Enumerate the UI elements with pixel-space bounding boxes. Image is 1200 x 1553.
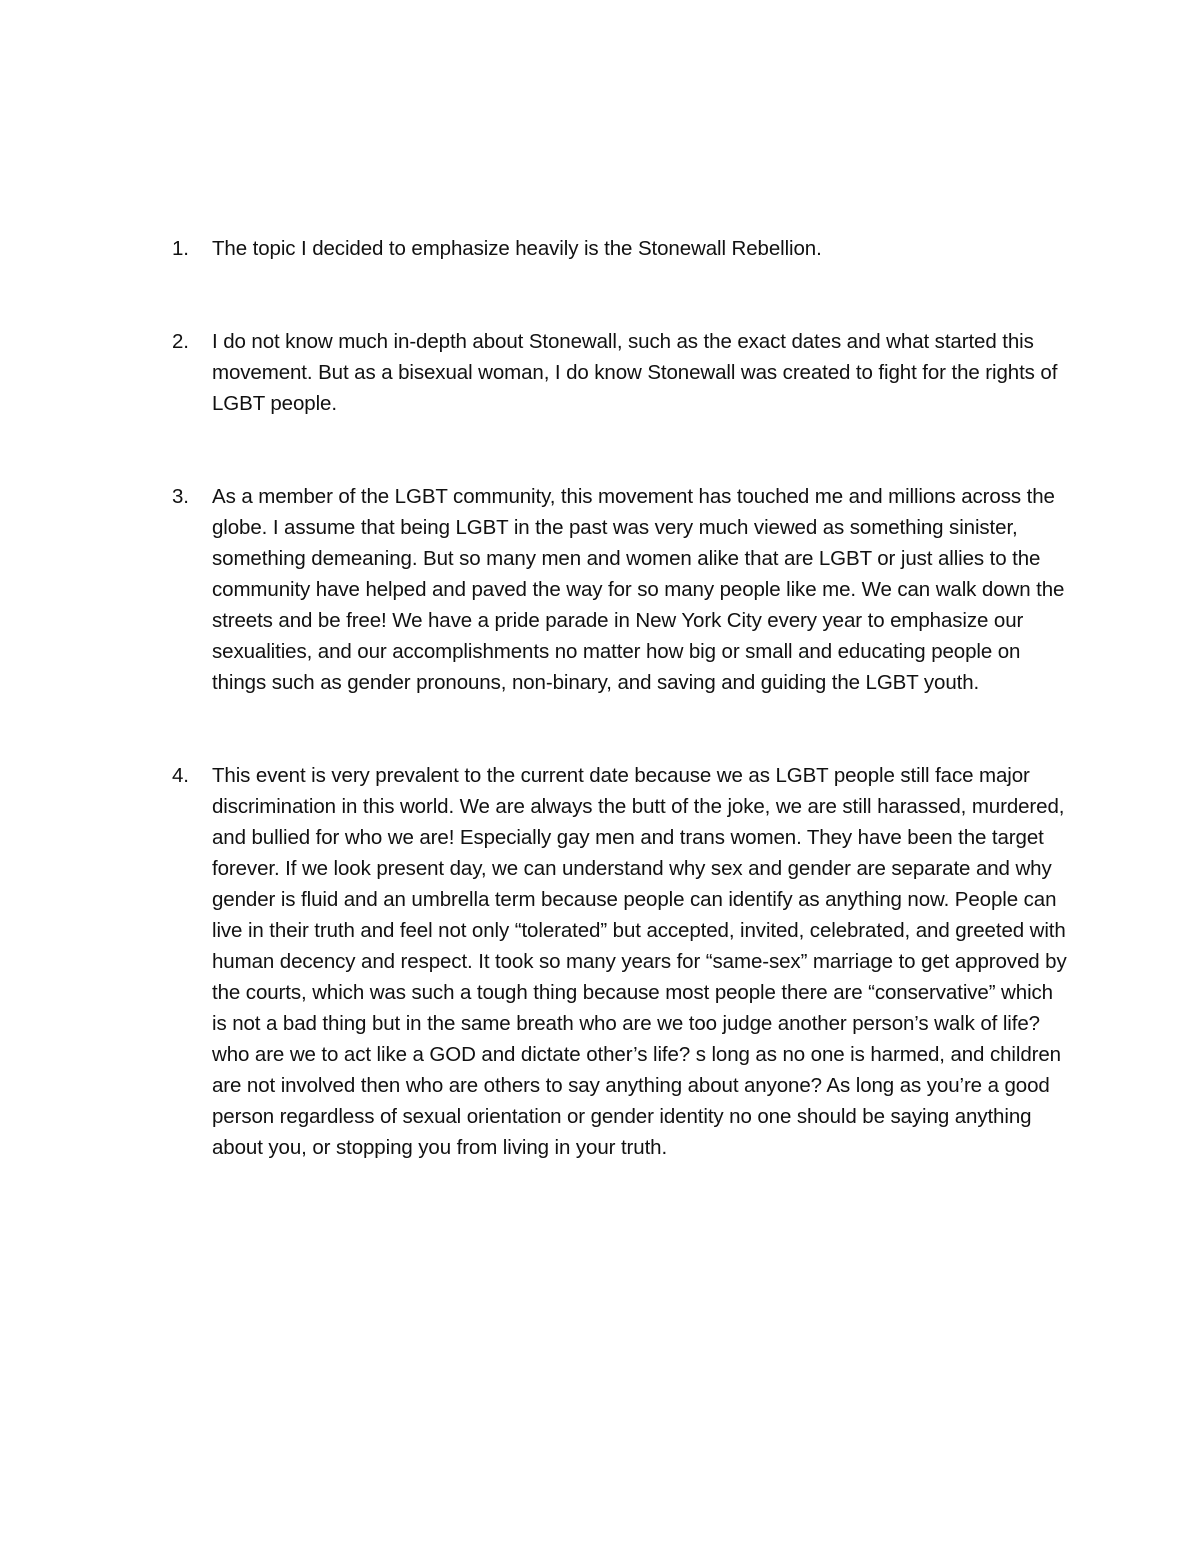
numbered-list xyxy=(172,233,1072,1163)
list-item-1 xyxy=(172,233,1072,264)
list-number-3: 3. xyxy=(172,485,189,508)
list-item-2 xyxy=(172,326,1072,419)
list-item-3 xyxy=(172,481,1072,698)
list-number-4: 4. xyxy=(172,764,189,787)
list-text-2: I do not know much in-depth about Stonewall, such as the exact dates and what started this movement. But as a bisexual woman, I do know Stonewall was created to fight for the rights of LGBT people. xyxy=(212,330,1058,415)
list-item-4 xyxy=(172,760,1072,1163)
list-text-1: The topic I decided to emphasize heavily is the Stonewall Rebellion. xyxy=(212,237,822,260)
list-text-4: This event is very prevalent to the current date because we as LGBT people still face major discrimination in this world. We are always the butt of the joke, we are still harassed, murdered, and bullied for who we are! Especially gay men and trans women. They have been the target forever. If we look present day, we can understand why sex and gender are separate and why gender is fluid and an umbrella term because people can identify as anything now. People can live in their truth and feel not only “tolerated” but accepted, invited, celebrated, and greeted with human decency and respect. It took so many years for “same-sex” marriage to get approved by the courts, which was such a tough thing because most people there are “conservative” which is not a bad thing but in the same breath who are we too judge another person’s walk of life? who are we to act like a GOD and dictate other’s life? s long as no one is harmed, and children are not involved then who are others to say anything about anyone? As long as you’re a good person regardless of sexual orientation or gender identity no one should be saying anything about you, or stopping you from living in your truth. xyxy=(212,764,1067,1159)
list-number-2: 2. xyxy=(172,330,189,353)
list-number-1: 1. xyxy=(172,237,189,260)
list-text-3: As a member of the LGBT community, this movement has touched me and millions across the globe. I assume that being LGBT in the past was very much viewed as something sinister, something demeaning. But so many men and women alike that are LGBT or just allies to the community have helped and paved the way for so many people like me. We can walk down the streets and be free! We have a pride parade in New York City every year to emphasize our sexualities, and our accomplishments no matter how big or small and educating people on things such as gender pronouns, non-binary, and saving and guiding the LGBT youth. xyxy=(212,485,1065,694)
